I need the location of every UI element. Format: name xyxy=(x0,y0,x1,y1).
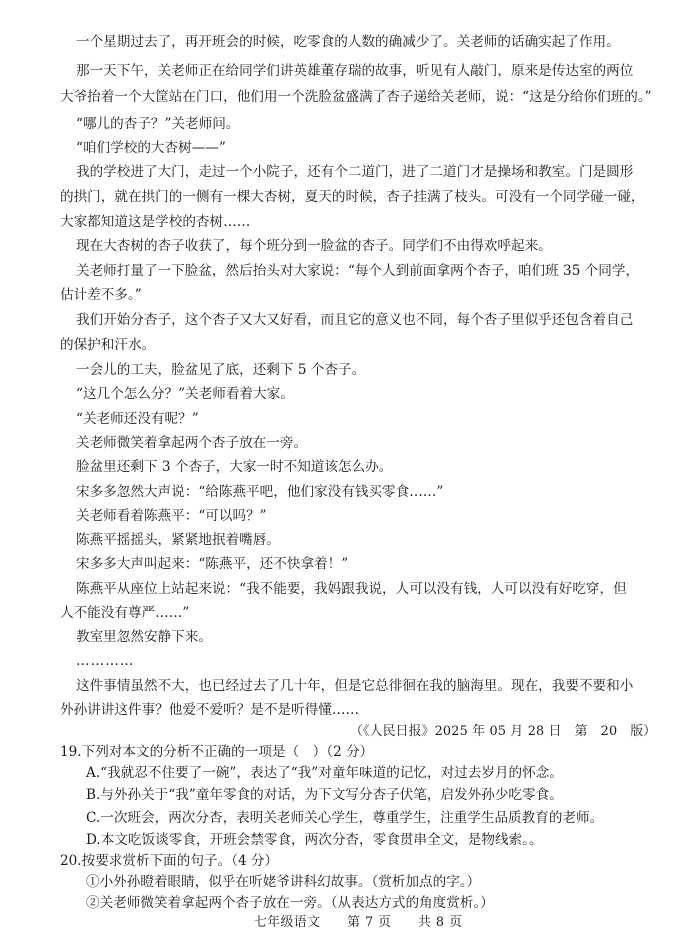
text-line: 这件事情虽然不大，也已经过去了几十年，但是它总徘徊在我的脑海里。现在，我要不要和小 xyxy=(76,678,634,694)
text-line: D.本文吃饭谈零食，开班会禁零食，两次分杏，零食贯串全文，是物线索。。 xyxy=(86,832,543,848)
text-line: 关老师打量了一下脸盆，然后抬头对大家说：“每个人到前面拿两个杏子，咱们班 35 个同学， xyxy=(76,263,640,279)
text-line: “咱们学校的大杏树——” xyxy=(76,140,226,156)
text-line: 大家都知道这是学校的杏树…… xyxy=(60,214,251,230)
text-line: 一会儿的工夫，脸盆见了底，还剩下 5 个杏子。 xyxy=(76,362,366,378)
text-line: 现在大杏树的杏子收获了，每个班分到一脸盆的杏子。同学们不由得欢呼起来。 xyxy=(76,238,552,254)
text-line: 关老师微笑着拿起两个杏子放在一旁。 xyxy=(76,435,308,451)
text-line: 脸盆里还剩下 3 个杏子，大家一时不知道该怎么办。 xyxy=(76,459,393,475)
text-line: （《人民日报》2025 年 05 月 28 日 第 20 版） xyxy=(350,724,657,739)
text-line: 那一天下午，关老师正在给同学们讲英雄董存瑞的故事，听见有人敲门，原来是传达室的两位 xyxy=(76,63,634,79)
text-line: B.与外孙关于“我”童年零食的对话，为下文写分杏子伏笔，启发外孙少吃零食。 xyxy=(86,787,563,803)
text-line: “哪儿的杏子？”关老师问。 xyxy=(76,116,240,132)
text-line: 一个星期过去了，再开班会的时候，吃零食的人数的确减少了。关老师的话确实起了作用。 xyxy=(76,34,620,50)
text-line: ②关老师微笑着拿起两个杏子放在一旁。（从表达方式的角度赏析。） xyxy=(86,895,494,911)
text-line: 宋多多忽然大声说：“给陈燕平吧，他们家没有钱买零食……” xyxy=(76,484,444,500)
text-line: A.“我就忍不住要了一碗”，表达了“我”对童年味道的记忆，对过去岁月的怀念。 xyxy=(86,765,563,781)
text-line: C.一次班会，两次分杏，表明关老师关心学生，尊重学生，注重学生品质教育的老师。 xyxy=(86,810,604,826)
text-line: 外孙讲讲这件事？他爱不爱听？是不是听得懂…… xyxy=(60,702,360,718)
text-line: 宋多多大声叫起来：“陈燕平，还不快拿着！” xyxy=(76,556,349,572)
text-line: 大爷抬着一个大筐站在门口，他们用一个洗脸盆盛满了杏子递给关老师，说：“这是分给你们班的。” xyxy=(60,89,652,105)
text-line: 教室里忽然安静下来。 xyxy=(76,629,212,645)
text-line: 我的学校进了大门，走过一个小院子，还有个二道门，进了二道门才是操场和教室。门是圆形 xyxy=(76,164,634,180)
text-line: “关老师还没有呢？” xyxy=(76,411,199,427)
text-line: 19.下列对本文的分析不正确的一项是（ ）（2 分） xyxy=(60,744,374,760)
text-line: ①小外孙瞪着眼睛，似乎在听姥爷讲科幻故事。（赏析加点的字。） xyxy=(86,874,481,890)
text-line: 的拱门，就在拱门的一侧有一棵大杏树，夏天的时候，杏子挂满了枝头。可没有一个同学碰一碰， xyxy=(60,189,645,205)
text-line: ………… xyxy=(76,653,135,669)
text-line: “这几个怎么分？”关老师看着大家。 xyxy=(76,386,294,402)
text-line: 的保护和汗水。 xyxy=(60,337,156,353)
text-line: 20.按要求赏析下面的句子。（4 分） xyxy=(60,853,279,869)
text-line: 估计差不多。” xyxy=(60,287,142,303)
text-line: 人不能没有尊严……” xyxy=(60,605,190,621)
text-line: 关老师看着陈燕平：“可以吗？” xyxy=(76,508,267,524)
text-line: 七年级语文 第 7 页 共 8 页 xyxy=(254,915,463,930)
text-line: 陈燕平从座位上站起来说：“我不能要，我妈跟我说，人可以没有钱，人可以没有好吃穿，但 xyxy=(76,581,627,597)
text-line: 我们开始分杏子，这个杏子又大又好看，而且它的意义也不同，每个杏子里似乎还包含着自己 xyxy=(76,312,634,328)
text-line: 陈燕平摇摇头，紧紧地抿着嘴唇。 xyxy=(76,532,280,548)
